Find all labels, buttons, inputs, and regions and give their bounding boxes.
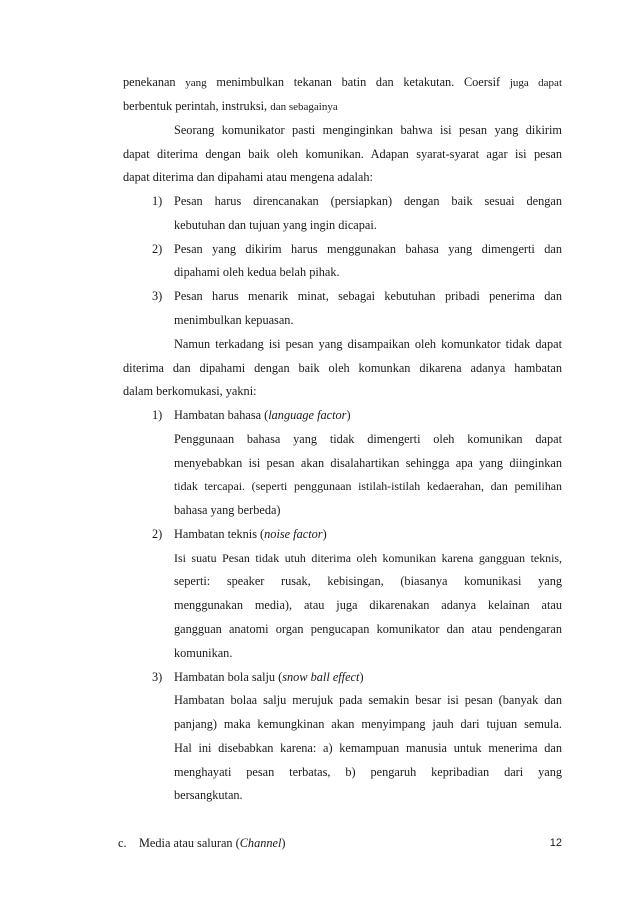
list-item-title <box>174 526 327 542</box>
text-span: noise factor <box>264 527 323 541</box>
list-item-title <box>174 669 364 685</box>
list-item-line: menimbulkan kepuasan. <box>174 313 294 327</box>
text-span: juga dapat <box>509 77 562 89</box>
section-heading <box>139 835 286 851</box>
list-item-line: menyebabkan isi pesan akan disalahartikan sehingga apa yang diinginkan <box>174 456 562 470</box>
list-item-line: panjang) maka kemungkinan akan menyimpang jauh dari tujuan semula. <box>174 717 562 731</box>
list-item-line: bersangkutan. <box>174 788 243 802</box>
page-number: 12 <box>549 837 562 849</box>
text-span: ) <box>322 527 327 541</box>
intro-line-2 <box>123 98 338 115</box>
list-item-line: menghayati pesan terbatas, b) pengaruh kepribadian dari yang <box>174 765 562 779</box>
list-item-title <box>174 407 351 423</box>
list-item-line: Penggunaan bahasa yang tidak dimengerti oleh komunikan dapat <box>174 432 562 446</box>
list-number: 1) <box>152 194 163 208</box>
text-span: Media atau saluran ( <box>139 836 240 850</box>
text-span: yang <box>185 77 207 89</box>
list-item-line: Hambatan bolaa salju merujuk pada semakin besar isi pesan (banyak dan <box>174 693 562 707</box>
paragraph-line: diterima dan dipahami dengan baik oleh komunkan dikarena adanya hambatan <box>123 361 562 375</box>
paragraph-line: Namun terkadang isi pesan yang disampaikan oleh komunkator tidak dapat <box>174 337 562 351</box>
list-item-line: dipahami oleh kedua belah pihak. <box>174 265 340 279</box>
list-item-line: tidak tercapai. (seperti penggunaan istilah-istilah kedaerahan, dan pemilihan <box>174 479 562 493</box>
text-span: language factor <box>268 408 347 422</box>
list-item-line: Hal ini disebabkan karena: a) kemampuan manusia untuk menerima dan <box>174 741 562 755</box>
text-span: Hambatan bola salju ( <box>174 670 283 684</box>
paragraph-line: dalam berkomukasi, yakni: <box>123 384 257 398</box>
paragraph-line: dapat diterima dengan baik oleh komunikan. Adapan syarat-syarat agar isi pesan <box>123 147 562 161</box>
text-span: snow ball effect <box>282 670 360 684</box>
list-number: 2) <box>152 242 163 256</box>
text-span: ) <box>359 670 364 684</box>
text-span: Hambatan teknis ( <box>174 527 265 541</box>
list-item-line: gangguan anatomi organ pengucapan komunikator dan atau pendengaran <box>174 622 562 636</box>
list-item-line: seperti: speaker rusak, kebisingan, (biasanya komunikasi yang <box>174 574 562 588</box>
paragraph-line: Seorang komunikator pasti menginginkan bahwa isi pesan yang dikirim <box>174 123 562 137</box>
text-span: berbentuk perintah, instruksi, <box>123 99 268 113</box>
list-item-line: Isi suatu Pesan tidak utuh diterima oleh komunikan karena gangguan teknis, <box>174 551 562 565</box>
section-label: c. <box>118 836 127 850</box>
intro-line-1 <box>123 74 562 91</box>
list-item-line: kebutuhan dan tujuan yang ingin dicapai. <box>174 218 377 232</box>
list-number: 1) <box>152 408 163 422</box>
list-item-line: menggunakan media), atau juga dikarenakan adanya kelainan atau <box>174 598 562 612</box>
text-span: Channel <box>239 836 282 850</box>
text-span: menimbulkan tekanan batin dan ketakutan. Coersif <box>216 75 501 89</box>
paragraph-line: dapat diterima dan dipahami atau mengena adalah: <box>123 170 373 184</box>
text-span: Hambatan bahasa ( <box>174 408 269 422</box>
text-span: dan sebagainya <box>270 101 338 113</box>
list-item-line: komunikan. <box>174 646 233 660</box>
list-number: 3) <box>152 289 163 303</box>
list-number: 3) <box>152 670 163 684</box>
list-number: 2) <box>152 527 163 541</box>
list-item-line: Pesan yang dikirim harus menggunakan bahasa yang dimengerti dan <box>174 242 562 256</box>
text-span: penekanan <box>123 75 176 89</box>
text-span: ) <box>281 836 286 850</box>
text-span: ) <box>346 408 351 422</box>
list-item-line: Pesan harus menarik minat, sebagai kebutuhan pribadi penerima dan <box>174 289 562 303</box>
list-item-line: Pesan harus direncanakan (persiapkan) dengan baik sesuai dengan <box>174 194 562 208</box>
list-item-line: bahasa yang berbeda) <box>174 503 281 517</box>
